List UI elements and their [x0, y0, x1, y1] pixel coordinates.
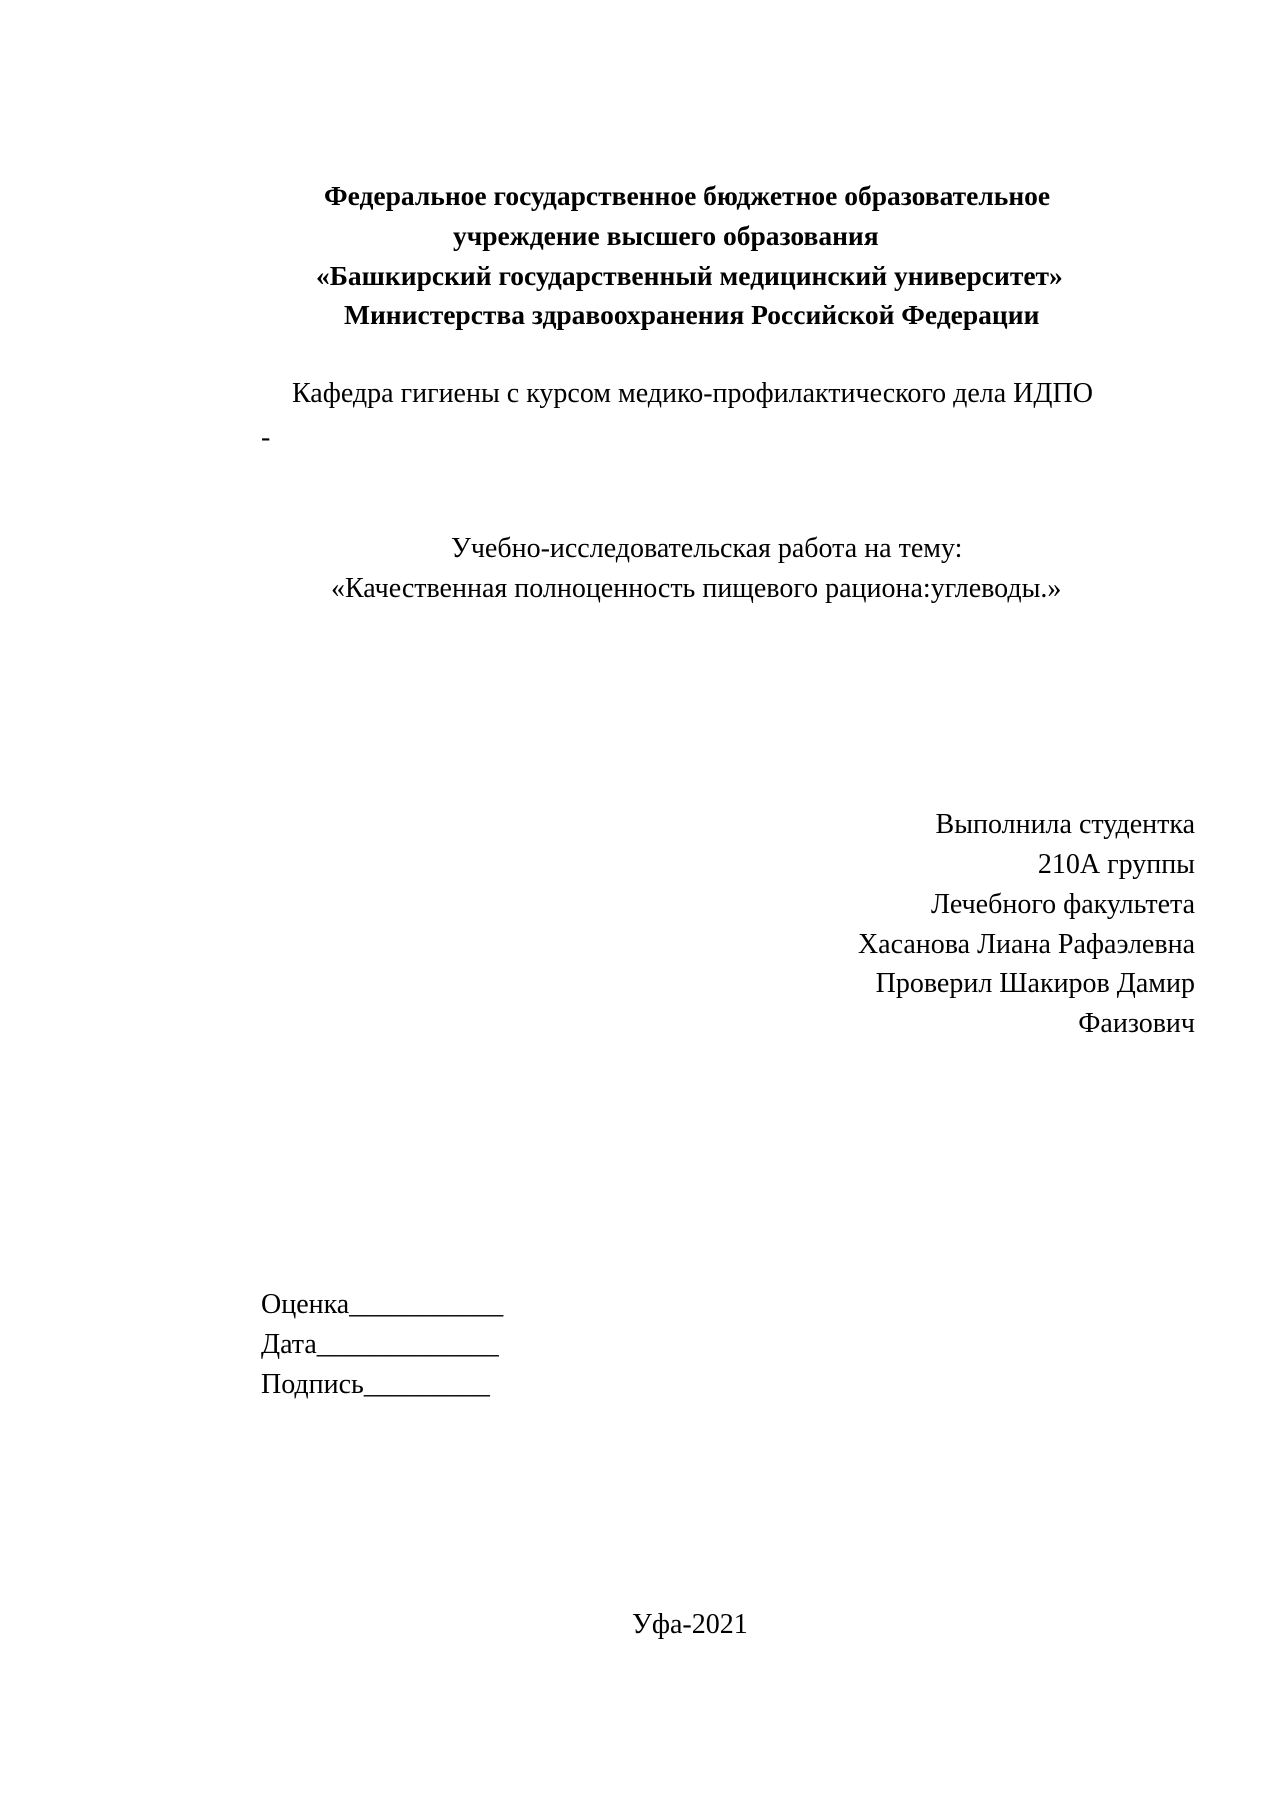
author-line-1: Выполнила студентка: [935, 809, 1195, 840]
work-type: Учебно-исследовательская работа на тему:: [451, 533, 963, 564]
grade-field: Оценка___________: [261, 1289, 504, 1320]
institution-line-3: «Башкирский государственный медицинский университет»: [316, 260, 1063, 291]
institution-line-1: Федеральное государственное бюджетное образовательное: [324, 180, 1051, 211]
author-line-2: 210А группы: [1037, 849, 1195, 880]
department-dash: -: [261, 422, 271, 453]
institution-line-2: учреждение высшего образования: [453, 220, 879, 251]
institution-line-4: Министерства здравоохранения Российской Федерации: [344, 299, 1040, 330]
date-field: Дата_____________: [261, 1329, 499, 1360]
city-year: Уфа-2021: [632, 1609, 748, 1640]
reviewer-line-1: Проверил Шакиров Дамир: [875, 968, 1195, 999]
department-name: Кафедра гигиены с курсом медико-профилактического дела ИДПО: [292, 378, 1093, 409]
author-line-4: Хасанова Лиана Рафаэлевна: [857, 929, 1195, 960]
signature-field: Подпись_________: [261, 1369, 490, 1400]
work-title: «Качественная полноценность пищевого рациона:углеводы.»: [331, 573, 1062, 604]
author-line-3: Лечебного факультета: [931, 889, 1195, 920]
reviewer-line-2: Фаизович: [1078, 1008, 1195, 1039]
